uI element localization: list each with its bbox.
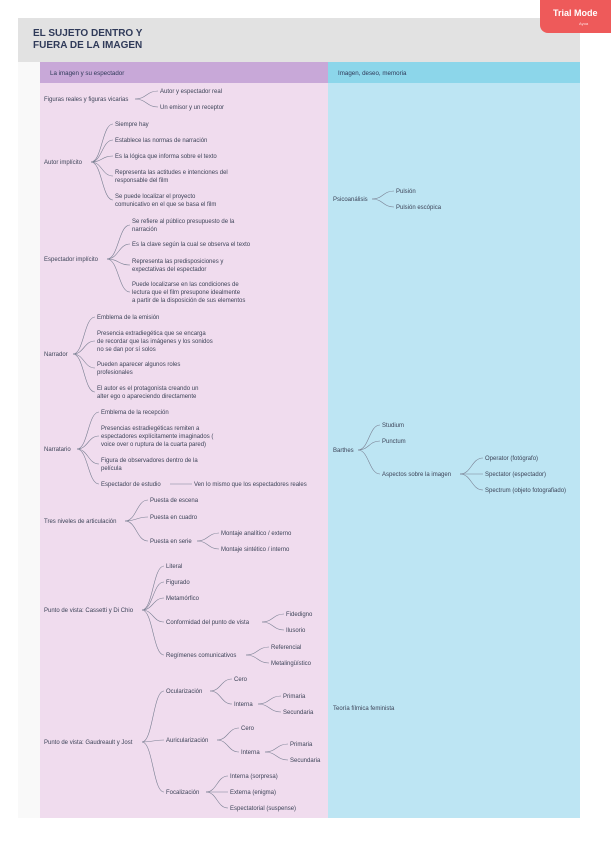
node-barthes-child[interactable]: Studium [382, 423, 405, 429]
connector-line [372, 191, 394, 199]
node-narratario-child[interactable]: Emblema de la recepción [101, 410, 169, 416]
connector-line [107, 244, 130, 259]
connector-line [358, 425, 380, 450]
connector-line [91, 162, 113, 176]
node-regimenes-child[interactable]: Referencial [271, 645, 302, 651]
connector-line [217, 728, 239, 740]
node-cassetti-child[interactable]: Conformidad del punto de vista [166, 620, 250, 626]
node-ocularizacion-child[interactable]: Cero [234, 677, 248, 683]
node-ocu-interna-child[interactable]: Secundaria [283, 710, 314, 716]
node-autor-implicito[interactable]: Autor implícito [44, 160, 83, 166]
connector-line [77, 412, 99, 449]
node-auricularizacion-child[interactable]: Cero [241, 726, 255, 732]
node-narrador-child[interactable]: Emblema de la emisión [97, 315, 160, 321]
node-espectador-child[interactable]: Puede localizarse en las condiciones de lectura que el film presupone idealmente a partir de la disposición de sus elementos [132, 282, 246, 304]
node-regimenes-child[interactable]: Metalingüístico [271, 661, 312, 667]
connector-line [206, 792, 228, 808]
node-narrador-child[interactable]: Presencia extradiegética que se encarga de recordar que las imágenes y los sonidos no se dan por sí solos [97, 331, 213, 353]
connector-line [135, 91, 158, 99]
node-barthes[interactable]: Barthes [333, 448, 354, 454]
connector-line [206, 776, 228, 792]
connector-line [142, 582, 164, 610]
node-narratario-child[interactable]: Presencias estradiegéticas remiten a espectadores explícitamente imaginados ( voice over o ruptura de la cuarta pared) [101, 426, 214, 448]
node-autor-child[interactable]: Es la lógica que informa sobre el texto [115, 154, 217, 160]
connector-line [265, 752, 288, 760]
connector-line [107, 259, 130, 292]
node-auri-interna-child[interactable]: Primaria [290, 742, 313, 748]
connector-line [142, 566, 164, 610]
node-auricularizacion-child[interactable]: Interna [241, 750, 260, 756]
right-column-title: Imagen, deseo, memoria [338, 70, 407, 77]
connector-line [73, 354, 95, 392]
node-estudio-child[interactable]: Ven lo mismo que los espectadores reales [194, 482, 307, 488]
connector-line [460, 474, 483, 490]
connector-line [246, 647, 269, 655]
connector-line [258, 696, 281, 704]
node-cassetti[interactable]: Punto de vista: Cassetti y Di Chio [44, 608, 134, 614]
node-autor-child[interactable]: Se puede localizar el proyecto comunicativo en el que se basa el film [115, 194, 217, 208]
node-figuras-child[interactable]: Un emisor y un receptor [160, 105, 225, 111]
node-aspectos-child[interactable]: Spectrum (objeto fotografiado) [485, 488, 567, 494]
node-focalizacion-child[interactable]: Espectatorial (suspense) [230, 806, 297, 812]
node-psico-child[interactable]: Pulsión escópica [396, 205, 442, 211]
node-barthes-child[interactable]: Aspectos sobre la imagen [382, 472, 452, 478]
node-autor-child[interactable]: Siempre hay [115, 122, 149, 128]
connector-line [125, 500, 148, 521]
node-focalizacion-child[interactable]: Interna (sorpresa) [230, 774, 278, 780]
connector-line [460, 458, 483, 474]
node-figuras-child[interactable]: Autor y espectador real [160, 89, 223, 95]
node-espectador-implicito[interactable]: Espectador implícito [44, 257, 99, 263]
connector-line [125, 521, 148, 541]
node-narratario-child[interactable]: Espectador de estudio [101, 482, 161, 488]
connector-line [258, 704, 281, 712]
node-autor-child[interactable]: Representa las actitudes e intenciones del responsable del film [115, 170, 228, 184]
node-ocularizacion[interactable]: Ocularización [166, 689, 203, 695]
node-narratario-child[interactable]: Figura de observadores dentro de la película [101, 458, 198, 472]
node-tres-child[interactable]: Puesta en cuadro [150, 515, 198, 521]
node-tres-child[interactable]: Puesta en serie [150, 539, 192, 545]
node-cassetti-child[interactable]: Regímenes comunicativos [166, 653, 237, 659]
node-focalizacion[interactable]: Focalización [166, 790, 200, 796]
connector-line [77, 449, 99, 464]
node-focalizacion-child[interactable]: Externa (enigma) [230, 790, 277, 796]
node-auricularizacion[interactable]: Auricularización [166, 738, 209, 744]
connector-line [77, 436, 99, 449]
connector-line [142, 691, 164, 742]
node-figuras[interactable]: Figuras reales y figuras vicarias [44, 97, 129, 103]
node-serie-child[interactable]: Montaje sintético / interno [221, 547, 290, 553]
connector-line [142, 610, 164, 655]
node-narrador-child[interactable]: El autor es el protagonista creando un alter ego o apareciendo directamente [97, 386, 199, 400]
node-autor-child[interactable]: Establece las normas de narración [115, 138, 208, 144]
connector-line [135, 99, 158, 107]
page-title: EL SUJETO DENTRO Y FUERA DE LA IMAGEN [33, 28, 143, 51]
node-cassetti-child[interactable]: Metamórfico [166, 596, 200, 602]
node-ocularizacion-child[interactable]: Interna [234, 702, 253, 708]
node-espectador-child[interactable]: Se refiere al público presupuesto de la narración [132, 219, 235, 233]
connector-line [107, 225, 130, 259]
node-narrador[interactable]: Narrador [44, 352, 68, 358]
connector-line [262, 622, 284, 630]
connector-line [197, 541, 219, 549]
connector-line [210, 691, 232, 704]
connector-line [265, 744, 288, 752]
node-tres-niveles[interactable]: Tres niveles de articulación [44, 519, 117, 525]
node-feminista[interactable]: Teoría fílmica feminista [333, 706, 395, 712]
node-cassetti-child[interactable]: Literal [166, 564, 183, 570]
connector-line [73, 354, 95, 368]
connector-line [358, 450, 380, 474]
node-espectador-child[interactable]: Es la clave según la cual se observa el texto [132, 242, 251, 248]
node-barthes-child[interactable]: Punctum [382, 439, 406, 445]
connector-line [73, 341, 95, 354]
connector-line [77, 449, 99, 484]
trial-badge-subtitle: Ayoa [579, 21, 589, 26]
node-psico-child[interactable]: Pulsión [396, 189, 416, 195]
node-psicoanalisis[interactable]: Psicoanálisis [333, 197, 368, 203]
node-ocu-interna-child[interactable]: Primaria [283, 694, 306, 700]
node-narratario[interactable]: Narratario [44, 447, 71, 453]
node-gaudreault[interactable]: Punto de vista: Gaudreault y Jost [44, 740, 133, 746]
connector-line [73, 317, 95, 354]
trial-badge-title: Trial Mode [553, 8, 598, 18]
connector-line [197, 533, 219, 541]
node-cassetti-child[interactable]: Figurado [166, 580, 190, 586]
node-aspectos-child[interactable]: Operator (fotógrafo) [485, 456, 539, 462]
connector-line [246, 655, 269, 663]
left-column-title: La imagen y su espectador [50, 70, 125, 77]
node-aspectos-child[interactable]: Spectator (espectador) [485, 472, 547, 478]
node-espectador-child[interactable]: Representa las predisposiciones y expectativas del espectador [132, 259, 224, 273]
connector-line [262, 614, 284, 622]
connector-line [217, 740, 239, 752]
node-auri-interna-child[interactable]: Secundaria [290, 758, 321, 764]
node-conformidad-child[interactable]: Fidedigno [286, 612, 313, 618]
connector-line [142, 742, 164, 792]
node-serie-child[interactable]: Montaje analítico / externo [221, 531, 292, 537]
connector-line [358, 441, 380, 450]
node-tres-child[interactable]: Puesta de escena [150, 498, 199, 504]
node-conformidad-child[interactable]: Ilusorio [286, 628, 306, 634]
node-narrador-child[interactable]: Pueden aparecer algunos roles profesionales [97, 362, 181, 376]
connector-line [210, 679, 232, 691]
connector-line [91, 162, 113, 200]
connector-line [372, 199, 394, 207]
